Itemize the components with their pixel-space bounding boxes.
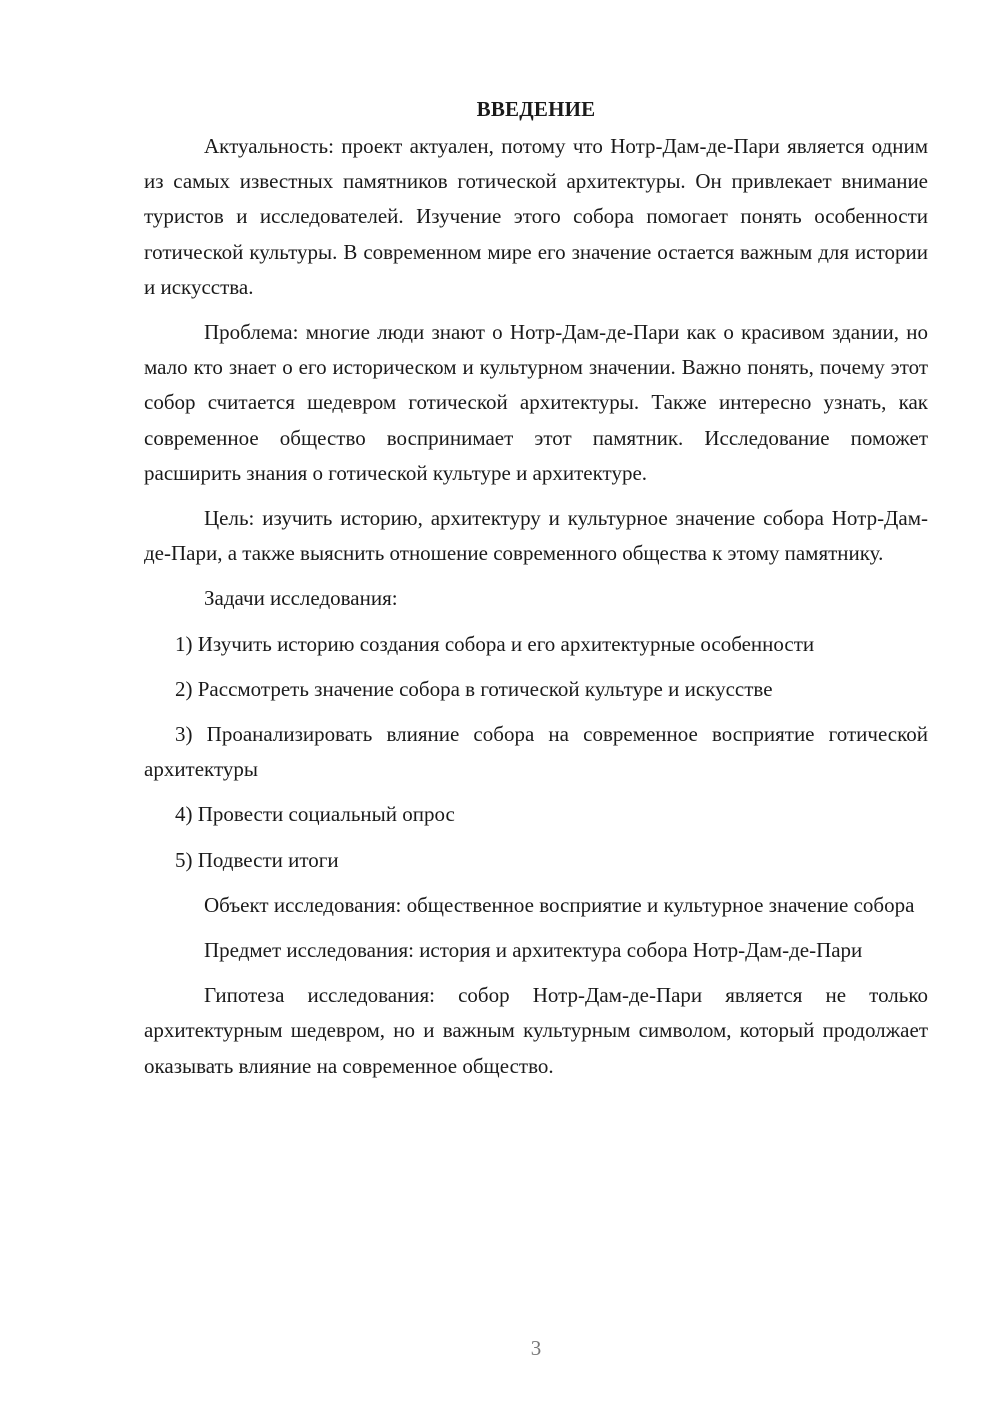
tasks-heading: Задачи исследования: xyxy=(204,586,398,611)
problem-paragraph: Проблема: многие люди знают о Нотр-Дам-де-Пари как о красивом здании, но мало кто знает о его историческом и культурном значении. Важно понять, почему этот собор считается шедевром готической архитектуры. Также интересно узнать, как современное общество воспринимает этот памятник. Исследование поможет расширить знания о готической культуре и архитектуре. xyxy=(144,320,928,485)
goal-paragraph: Цель: изучить историю, архитектуру и культурное значение собора Нотр-Дам-де-Пари, а также выяснить отношение современного общества к этому памятнику. xyxy=(144,506,928,566)
object-paragraph: Объект исследования: общественное восприятие и культурное значение собора xyxy=(204,892,915,917)
task-item-3: 3) Проанализировать влияние собора на современное восприятие готической архитектуры xyxy=(144,722,928,782)
task-item-5: 5) Подвести итоги xyxy=(175,847,339,872)
relevance-paragraph: Актуальность: проект актуален, потому что Нотр-Дам-де-Пари является одним из самых известных памятников готической архитектуры. Он привлекает внимание туристов и исследователей. Изучение этого собора помогает понять особенности готической культуры. В современном мире его значение остается важным для истории и искусства. xyxy=(144,134,928,299)
section-title: ВВЕДЕНИЕ xyxy=(476,97,596,121)
subject-paragraph: Предмет исследования: история и архитектура собора Нотр-Дам-де-Пари xyxy=(204,938,863,963)
page-number: 3 xyxy=(530,1336,542,1360)
hypothesis-paragraph: Гипотеза исследования: собор Нотр-Дам-де-Пари является не только архитектурным шедевром, но и важным культурным символом, который продолжает оказывать влияние на современное общество. xyxy=(144,983,928,1078)
tasks-list xyxy=(144,627,928,878)
task-item-2: 2) Рассмотреть значение собора в готической культуре и искусстве xyxy=(175,676,773,701)
task-item-4: 4) Провести социальный опрос xyxy=(175,802,455,827)
page-content xyxy=(144,92,928,1094)
task-item-1: 1) Изучить историю создания собора и его архитектурные особенности xyxy=(175,631,815,656)
